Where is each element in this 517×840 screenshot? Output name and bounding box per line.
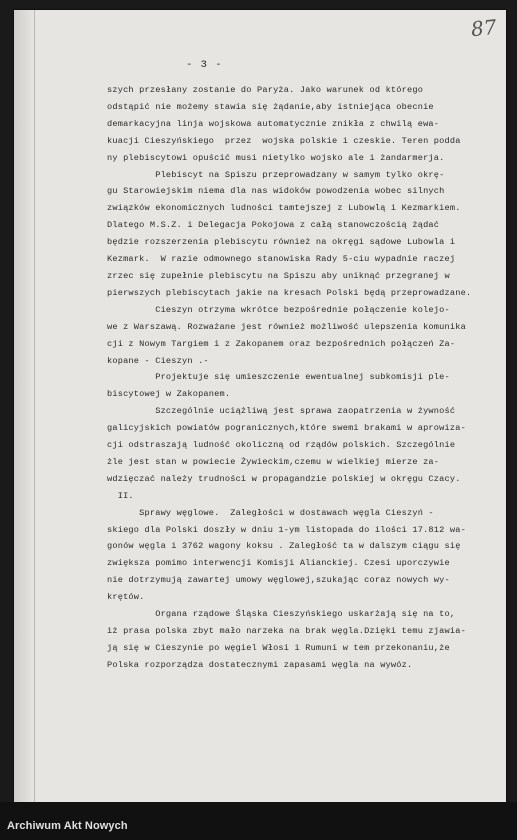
text-line: II. bbox=[107, 490, 134, 501]
text-line: wdzięczać należy trudności w propagandzie polskiej w okręgu Czacy. bbox=[107, 473, 461, 484]
archive-footer bbox=[0, 802, 517, 840]
text-line: Cieszyn otrzyma wkrótce bezpośrednie połączenie kolejo- bbox=[107, 304, 450, 315]
document-body bbox=[107, 82, 482, 674]
text-line: kuacji Cieszyńskiego przez wojska polskie i czeskie. Teren podda bbox=[107, 135, 461, 146]
text-line: iż prasa polska zbyt mało narzeka na brak węgla.Dzięki temu zjawia- bbox=[107, 626, 466, 636]
text-line: żle jest stan w powiecie Żywieckim,czemu w wielkiej mierze za- bbox=[107, 456, 440, 467]
text-line: szych przesłany zostanie do Paryża. Jako warunek od którego bbox=[107, 85, 424, 95]
text-line: nie dotrzymują zawartej umowy węglowej,szukając coraz nowych wy- bbox=[107, 575, 450, 586]
page-number: - 3 - bbox=[186, 59, 223, 71]
text-line: demarkacyjna linja wojskowa automatycznie znikła z chwilą ewa- bbox=[107, 118, 440, 129]
text-line: gu Starowiejskim niema dla nas widoków powodzenia wobec silnych bbox=[107, 186, 445, 197]
text-line: ny plebiscytowi opuścić musi nietylko wojsko ale i żandarmerja. bbox=[107, 152, 445, 163]
text-line: biscytowej w Zakopanem. bbox=[107, 389, 231, 400]
text-line: kopane - Cieszyn .- bbox=[107, 355, 209, 366]
text-line: Kezmark. W razie odmownego stanowiska Rady 5-ciu wypadnie raczej bbox=[107, 254, 456, 265]
archive-label: Archiwum Akt Nowych bbox=[7, 820, 128, 832]
text-line: skiego dla Polski doszły w dniu 1-ym listopada do ilości 17.812 wa- bbox=[107, 524, 466, 535]
document-page bbox=[14, 10, 506, 802]
text-line: Projektuje się umieszczenie ewentualnej subkomisji ple- bbox=[107, 372, 450, 383]
text-line: we z Warszawą. Rozważane jest również możliwość ulepszenia komunika bbox=[107, 321, 466, 332]
text-line: Sprawy węglowe. Zaległości w dostawach węgla Cieszyń - bbox=[107, 507, 434, 518]
binding-edge bbox=[14, 10, 34, 802]
text-line: cji z Nowym Targiem i z Zakopanem oraz bezpośrednich połączeń Za- bbox=[107, 338, 456, 349]
text-line: pierwszych plebiscytach jakie na kresach Polski będą przeprowadzane. bbox=[107, 287, 472, 298]
text-line: odstąpić nie możemy stawia się żądanie,aby istniejąca obecnie bbox=[107, 101, 434, 112]
text-line: zwiększa pomimo interwencji Komisji Alianckiej. Czesi uporczywie bbox=[107, 558, 450, 569]
text-line: Szczególnie uciążliwą jest sprawa zaopatrzenia w żywność bbox=[107, 406, 456, 417]
text-line: gonów węgla i 3762 wagony koksu . Zaległość ta w dalszym ciągu się bbox=[107, 541, 461, 552]
text-line: cji odstraszają ludność okoliczną od rządów polskich. Szczególnie bbox=[107, 440, 456, 451]
text-line: będzie rozszerzenia plebiscytu również na okręgi sądowe Lubowla i bbox=[107, 237, 456, 248]
text-line: Organa rządowe Śląska Cieszyńskiego uskarżają się na to, bbox=[107, 609, 456, 620]
text-line: ją się w Cieszynie po węgiel Włosi i Rumuni w tem przekonaniu,że bbox=[107, 642, 450, 653]
text-line: galicyjskich powiatów pogranicznych,które swemi brakami w aprowiza- bbox=[107, 423, 466, 434]
text-line: zrzec się zupełnie plebiscytu na Spiszu aby uniknąć przegranej w bbox=[107, 270, 450, 281]
folio-mark: 87 bbox=[469, 14, 498, 42]
text-line: Plebiscyt na Spiszu przeprowadzany w samym tylko okrę- bbox=[107, 169, 445, 180]
binding-line bbox=[34, 10, 35, 802]
text-line: Dlatego M.S.Z. i Delegacja Pokojowa z całą stanowczością żądać bbox=[107, 220, 440, 231]
text-line: związków ekonomicznych ludności tamtejszej z Lubowlą i Kezmarkiem. bbox=[107, 203, 461, 214]
text-line: Polska rozporządza dostatecznymi zapasami węgla na wywóz. bbox=[107, 659, 413, 670]
text-line: krętów. bbox=[107, 592, 145, 603]
